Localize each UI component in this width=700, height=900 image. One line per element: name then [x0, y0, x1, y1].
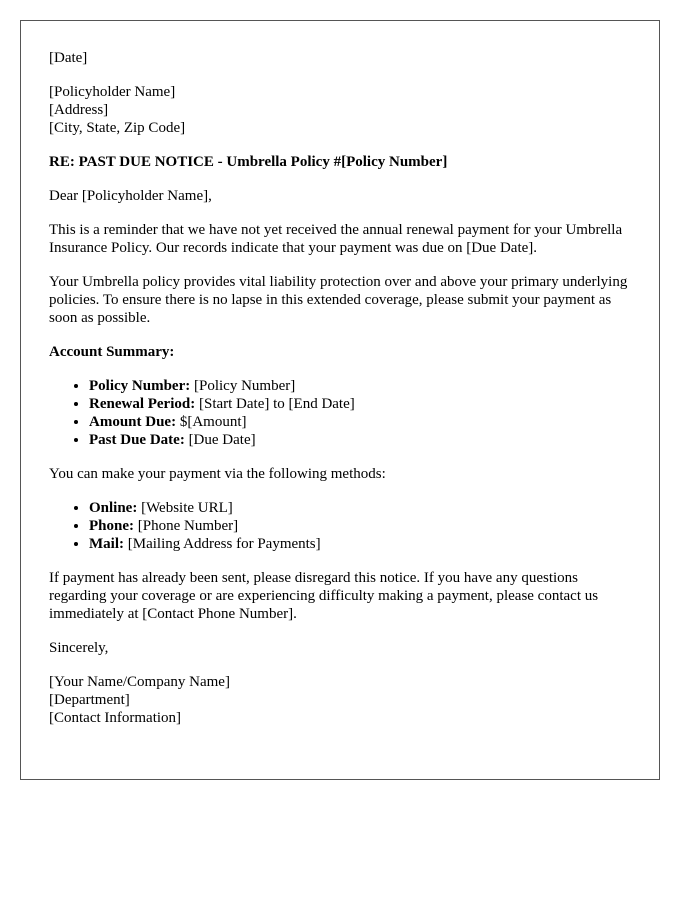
closing: Sincerely, — [49, 640, 109, 656]
list-item — [89, 535, 631, 553]
subject-text: RE: PAST DUE NOTICE - Umbrella Policy #[Policy Number] — [49, 154, 448, 170]
payment-method-value: [Phone Number] — [134, 518, 239, 534]
body-paragraph-1: This is a reminder that we have not yet received the annual renewal payment for your Umbrella Insurance Policy. Our records indicate that your payment was due on [Due Date]. — [49, 222, 623, 256]
payment-method-label: Mail: — [89, 536, 124, 552]
list-item — [89, 377, 631, 395]
summary-value: [Due Date] — [184, 432, 256, 448]
summary-heading-text: Account Summary: — [49, 344, 175, 360]
recipient-address: [Address] — [49, 102, 109, 118]
payment-methods-list — [49, 499, 631, 553]
summary-value: $[Amount] — [176, 414, 247, 430]
payment-method-value: [Website URL] — [137, 500, 233, 516]
list-item — [89, 517, 631, 535]
body-paragraph-2: Your Umbrella policy provides vital liability protection over and above your primary underlying policies. To ensure there is no lapse in this extended coverage, please submit your payment as soon as possible. — [49, 274, 628, 326]
signature-contact: [Contact Information] — [49, 710, 182, 726]
letter-date: [Date] — [49, 50, 88, 66]
list-item — [89, 395, 631, 413]
payment-intro: You can make your payment via the following methods: — [49, 466, 386, 482]
list-item — [89, 431, 631, 449]
summary-heading — [49, 343, 631, 361]
letter — [20, 20, 660, 780]
payment-method-label: Online: — [89, 500, 138, 516]
subject-line — [49, 153, 631, 171]
body-paragraph-3: If payment has already been sent, please disregard this notice. If you have any questions regarding your coverage or are experiencing difficulty making a payment, please contact us immediately at [Contact Phone Number]. — [49, 570, 599, 622]
list-item — [89, 499, 631, 517]
recipient-city-state-zip: [City, State, Zip Code] — [49, 120, 186, 136]
recipient-address-block — [49, 83, 631, 137]
payment-method-value: [Mailing Address for Payments] — [124, 536, 321, 552]
summary-label: Past Due Date: — [89, 432, 185, 448]
account-summary-list — [49, 377, 631, 449]
signature-department: [Department] — [49, 692, 130, 708]
summary-label: Policy Number: — [89, 378, 191, 394]
summary-value: [Start Date] to [End Date] — [195, 396, 355, 412]
summary-value: [Policy Number] — [190, 378, 296, 394]
signature-block — [49, 673, 631, 727]
payment-method-label: Phone: — [89, 518, 134, 534]
recipient-name: [Policyholder Name] — [49, 84, 176, 100]
list-item — [89, 413, 631, 431]
signature-name: [Your Name/Company Name] — [49, 674, 230, 690]
salutation: Dear [Policyholder Name], — [49, 188, 212, 204]
summary-label: Amount Due: — [89, 414, 177, 430]
summary-label: Renewal Period: — [89, 396, 196, 412]
